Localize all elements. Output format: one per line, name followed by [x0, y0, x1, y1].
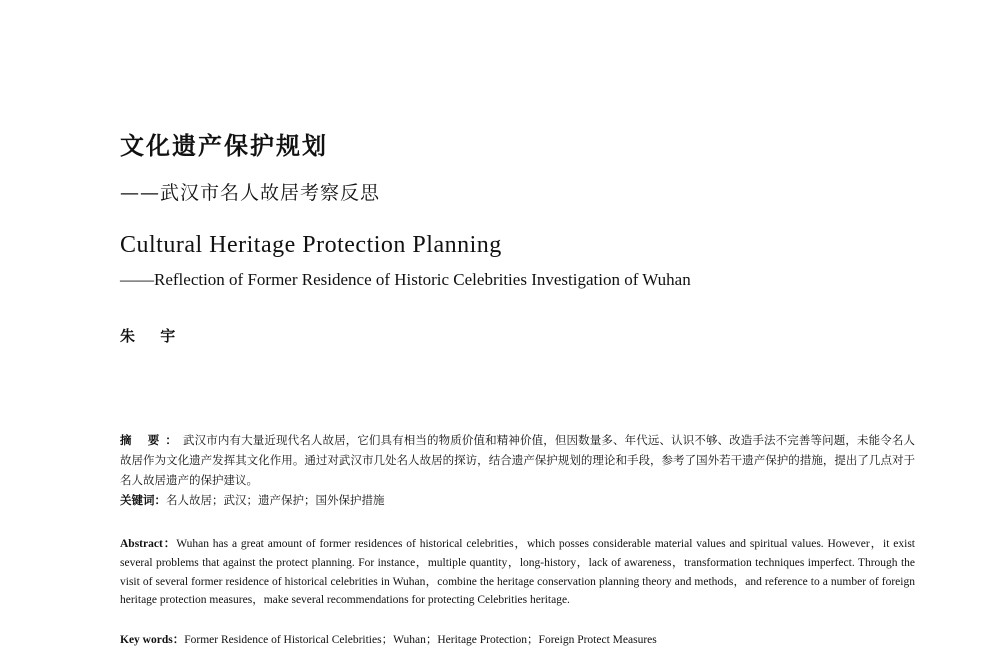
abstract-chinese — [120, 430, 915, 490]
keywords-chinese-text: 名人故居；武汉；遗产保护；国外保护措施 — [166, 493, 385, 507]
keywords-chinese-label: 关键词： — [120, 493, 166, 507]
abstract-english-label: Abstract： — [120, 538, 177, 550]
subtitle-english: ——Reflection of Former Residence of Historic Celebrities Investigation of Wuhan — [120, 270, 691, 289]
title-chinese: 文化遗产保护规划 — [120, 131, 328, 160]
abstract-english — [120, 535, 915, 610]
keywords-english-label: Key words： — [120, 634, 185, 646]
subtitle-chinese: ——武汉市名人故居考察反思 — [120, 182, 381, 204]
keywords-chinese — [120, 490, 915, 510]
author-name: 朱 宇 — [120, 327, 186, 345]
keywords-english-text: Former Residence of Historical Celebrities；Wuhan；Heritage Protection；Foreign Protect Measures — [184, 634, 657, 646]
abstract-chinese-label: 摘 要： — [120, 433, 183, 447]
abstract-chinese-text: 武汉市内有大量近现代名人故居，它们具有相当的物质价值和精神价值，但因数量多、年代远、认识不够、改造手法不完善等问题，未能令名人故居作为文化遗产发挥其文化作用。通过对武汉市几处名人故居的探访，结合遗产保护规划的理论和手段，参考了国外若干遗产保护的措施，提出了几点对于名人故居遗产的保护建议。 — [120, 433, 915, 487]
keywords-english — [120, 631, 915, 650]
abstract-english-text: Wuhan has a great amount of former residences of historical celebrities，which posses considerable material values and spiritual values. However，it exist several problems that against the protect planning. For instance，multiple quantity，long-history，lack of awareness，transformation techniques imperfect. Through the visit of several former residence of historical celebrities in Wuhan，combine the heritage conservation planning theory and methods，and reference to a number of foreign heritage protection measures，make several recommendations for protecting Celebrities heritage. — [120, 538, 916, 607]
title-english: Cultural Heritage Protection Planning — [120, 232, 502, 258]
